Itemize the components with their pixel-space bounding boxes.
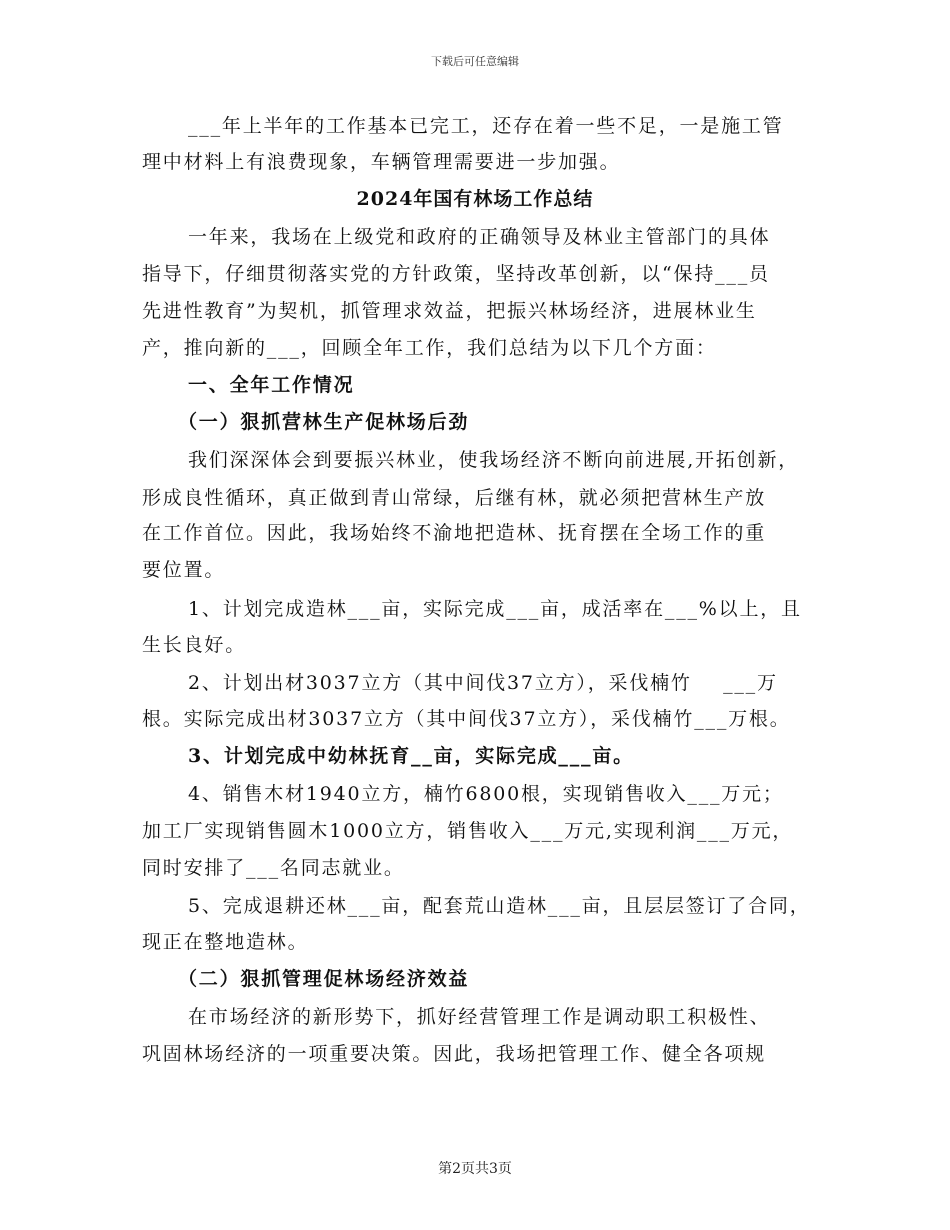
paragraph-2-line-1: 我们深深体会到要振兴林业，使我场经济不断向前进展,开拓创新， — [188, 449, 800, 471]
item-4-line-3: 同时安排了___名同志就业。 — [142, 857, 405, 879]
paragraph-1-line-3: 先进性教育”为契机，抓管理求效益，把振兴林场经济，进展林业生 — [142, 300, 757, 322]
item-5-line-1: 5、完成退耕还林___亩，配套荒山造林___亩，且层层签订了合同， — [188, 895, 811, 917]
page-header: 下载后可任意编辑 — [431, 55, 519, 68]
page-footer: 第2页共3页 — [438, 1161, 512, 1177]
subsection-heading-2: （二）狠抓管理促林场经济效益 — [178, 968, 470, 990]
paragraph-1-line-1: 一年来，我场在上级党和政府的正确领导及林业主管部门的具体 — [188, 226, 771, 248]
paragraph-3-line-2: 巩固林场经济的一项重要决策。因此，我场把管理工作、健全各项规 — [142, 1043, 767, 1065]
item-4-line-1: 4、销售木材1940立方，楠竹6800根，实现销售收入___万元； — [188, 783, 784, 805]
item-1-line-1: 1、计划完成造林___亩，实际完成___亩，成活率在___%以上，且 — [188, 598, 802, 620]
paragraph-2-line-2: 形成良性循环，真正做到青山常绿，后继有林，就必须把营林生产放 — [142, 487, 767, 509]
item-1-line-2: 生长良好。 — [142, 634, 247, 656]
item-2-line-1: 2、计划出材3037立方（其中间伐37立方），采伐楠竹 ___万 — [188, 672, 778, 694]
intro-line-1: ___年上半年的工作基本已完工，还存在着一些不足，一是施工管 — [188, 115, 784, 137]
subsection-heading-1: （一）狠抓营林生产促林场后劲 — [178, 411, 470, 433]
item-2-line-2: 根。实际完成出材3037立方（其中间伐37立方），采伐楠竹___万根。 — [142, 708, 791, 730]
item-4-line-2: 加工厂实现销售圆木1000立方，销售收入___万元,实现利润___万元， — [142, 820, 794, 842]
paragraph-2-line-4: 要位置。 — [142, 559, 226, 581]
intro-line-2: 理中材料上有浪费现象，车辆管理需要进一步加强。 — [142, 151, 621, 173]
paragraph-3-line-1: 在市场经济的新形势下，抓好经营管理工作是调动职工积极性、 — [188, 1006, 771, 1028]
paragraph-2-line-3: 在工作首位。因此，我场始终不渝地把造林、抚育摆在全场工作的重 — [142, 522, 767, 544]
paragraph-1-line-2: 指导下，仔细贯彻落实党的方针政策，坚持改革创新，以“保持___员 — [142, 263, 770, 285]
document-title: 2024年国有林场工作总结 — [356, 188, 594, 210]
item-3: 3、计划完成中幼林抚育__亩，实际完成___亩。 — [188, 745, 634, 767]
paragraph-1-line-4: 产，推向新的___，回顾全年工作，我们总结为以下几个方面： — [142, 337, 717, 359]
section-heading-1: 一、全年工作情况 — [188, 374, 355, 396]
item-5-line-2: 现正在整地造林。 — [142, 931, 309, 953]
